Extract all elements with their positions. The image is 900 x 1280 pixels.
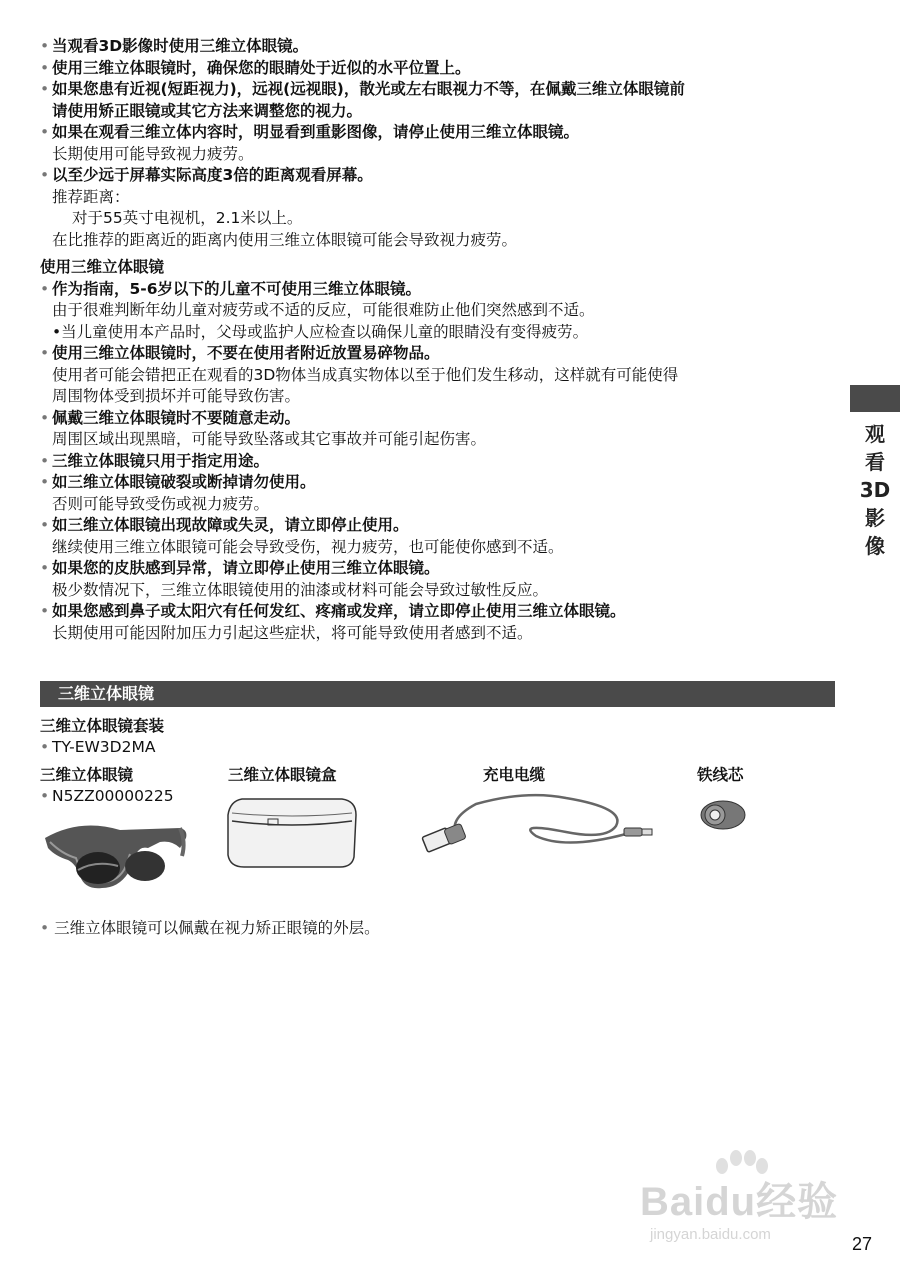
use-detail: 周围区域出现黑暗，可能导致坠落或其它事故并可能引起伤害。 xyxy=(52,430,487,448)
glasses-label: 三维立体眼镜 xyxy=(40,766,134,784)
core-label: 铁线芯 xyxy=(697,766,744,784)
watermark-main: Baidu经验 xyxy=(640,1180,839,1224)
use-item: • 使用三维立体眼镜时，不要在使用者附近放置易碎物品。 xyxy=(40,344,440,362)
charging-cable-image xyxy=(416,790,661,870)
caution-list xyxy=(40,36,830,644)
section-title: 使用三维立体眼镜 xyxy=(40,258,165,276)
caution-detail: 对于55英寸电视机，2.1米以上。 xyxy=(72,209,303,227)
ferrite-core-image xyxy=(697,793,749,833)
use-detail: 极少数情况下，三维立体眼镜使用的油漆或材料可能会导致过敏性反应。 xyxy=(52,580,549,599)
use-detail: 长期使用可能因附加压力引起这些症状，将可能导致使用者感到不适。 xyxy=(52,623,533,642)
caution-continuation: 请使用矫正眼镜或其它方法来调整您的视力。 xyxy=(52,101,363,120)
use-item: • 作为指南，5-6岁以下的儿童不可使用三维立体眼镜。 xyxy=(40,279,422,298)
kit-title: 三维立体眼镜套装 xyxy=(40,717,165,735)
case-label: 三维立体眼镜盒 xyxy=(228,766,337,784)
use-item: • 三维立体眼镜只用于指定用途。 xyxy=(40,451,270,470)
accessories-banner: 三维立体眼镜 xyxy=(40,681,835,707)
sidebar-tab-bar xyxy=(850,385,900,412)
glasses-label-block: 三维立体眼镜 • N5ZZ00000225 xyxy=(40,766,174,805)
glasses-case-image xyxy=(224,795,360,870)
page-number: 27 xyxy=(852,1234,873,1254)
use-detail: 继续使用三维立体眼镜可能会导致受伤，视力疲劳，也可能使你感到不适。 xyxy=(52,537,564,556)
caution-detail: 长期使用可能导致视力疲劳。 xyxy=(52,144,254,163)
use-item: • 如三维立体眼镜出现故障或失灵，请立即停止使用。 xyxy=(40,516,409,534)
caution-item: • 当观看3D影像时使用三维立体眼镜。 xyxy=(40,37,309,55)
use-detail: 使用者可能会错把正在观看的3D物体当成真实物体以至于他们发生移动，这样就有可能使得 xyxy=(52,365,679,384)
glasses-model: N5ZZ00000225 xyxy=(52,787,174,805)
glasses-note: • 三维立体眼镜可以佩戴在视力矫正眼镜的外层。 xyxy=(40,919,380,937)
caution-detail: 推荐距离： xyxy=(52,187,130,206)
caution-item: • 以至少远于屏幕实际高度3倍的距离观看屏幕。 xyxy=(40,166,373,184)
use-detail: •当儿童使用本产品时，父母或监护人应检查以确保儿童的眼睛没有变得疲劳。 xyxy=(52,322,589,341)
caution-item: • 使用三维立体眼镜时，确保您的眼睛处于近似的水平位置上。 xyxy=(40,58,471,77)
use-detail: 否则可能导致受伤或视力疲劳。 xyxy=(52,494,270,513)
baidu-watermark xyxy=(640,1148,850,1258)
kit-model: TY-EW3D2MA xyxy=(52,738,156,756)
kit-block: 三维立体眼镜套装 • TY-EW3D2MA xyxy=(40,717,165,756)
use-item: • 如果您感到鼻子或太阳穴有任何发红、疼痛或发痒，请立即停止使用三维立体眼镜。 xyxy=(40,602,626,620)
caution-item: • 如果您患有近视(短距视力)，远视(远视眼)，散光或左右眼视力不等，在佩戴三维立体眼镜前 xyxy=(40,80,685,98)
use-detail: 周围物体受到损坏并可能导致伤害。 xyxy=(52,387,301,405)
caution-detail: 在比推荐的距离近的距离内使用三维立体眼镜可能会导致视力疲劳。 xyxy=(52,230,518,249)
use-detail: 由于很难判断年幼儿童对疲劳或不适的反应，可能很难防止他们突然感到不适。 xyxy=(52,301,595,319)
watermark-url: jingyan.baidu.com xyxy=(650,1226,771,1243)
cable-label: 充电电缆 xyxy=(483,766,546,784)
use-item: • 如果您的皮肤感到异常，请立即停止使用三维立体眼镜。 xyxy=(40,559,440,577)
use-item: • 佩戴三维立体眼镜时不要随意走动。 xyxy=(40,408,301,427)
use-item: • 如三维立体眼镜破裂或断掉请勿使用。 xyxy=(40,473,316,491)
3d-glasses-image xyxy=(40,808,190,903)
sidebar-tab-label: 观 看 3D 影 像 xyxy=(859,422,891,558)
caution-item: • 如果在观看三维立体内容时，明显看到重影图像，请停止使用三维立体眼镜。 xyxy=(40,123,580,141)
